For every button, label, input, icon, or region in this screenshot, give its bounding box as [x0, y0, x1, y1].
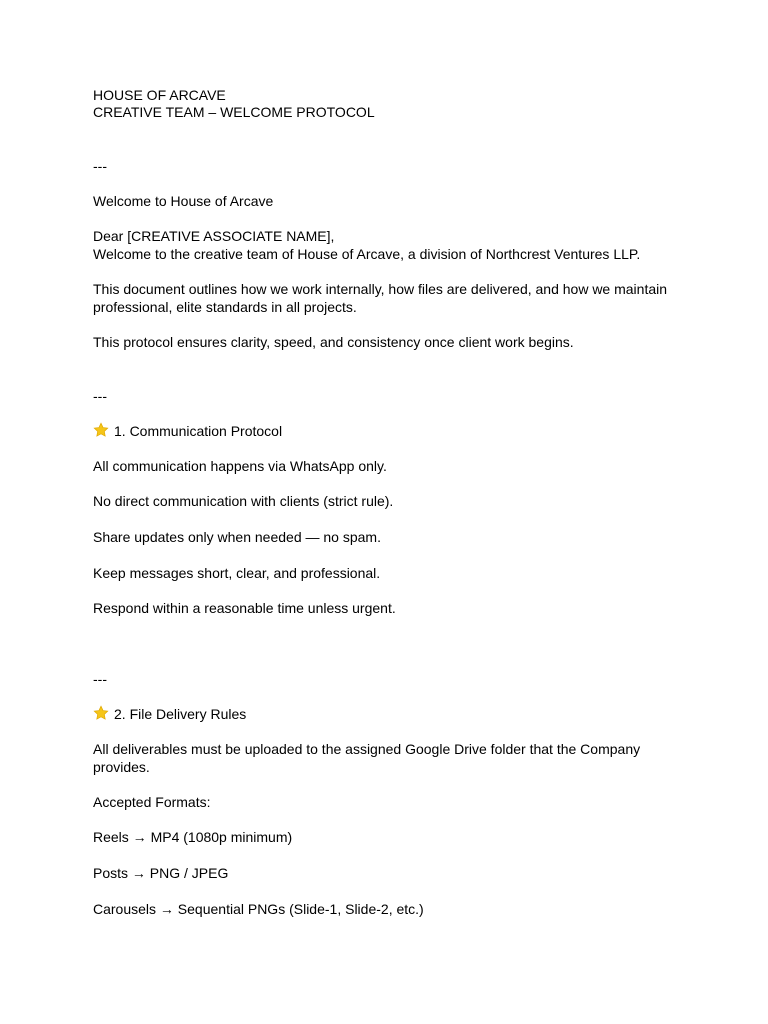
section-title: 2. File Delivery Rules: [114, 706, 247, 722]
star-icon: [93, 705, 109, 721]
list-item: No direct communication with clients (strict rule).: [93, 493, 394, 509]
list-item: Carousels → Sequential PNGs (Slide-1, Slide-2, etc.): [93, 901, 424, 917]
list-item: All deliverables must be uploaded to the assigned Google Drive folder that the Company provides.: [93, 741, 641, 775]
document-subtitle: CREATIVE TEAM – WELCOME PROTOCOL: [93, 104, 375, 120]
list-item: Keep messages short, clear, and professional.: [93, 565, 381, 581]
list-item: Share updates only when needed — no spam.: [93, 529, 381, 545]
list-item: Accepted Formats:: [93, 794, 211, 810]
section-heading-communication: [93, 422, 683, 440]
list-item: Posts → PNG / JPEG: [93, 865, 229, 881]
list-item: Reels → MP4 (1080p minimum): [93, 829, 293, 845]
separator: ---: [93, 388, 107, 404]
star-icon: [93, 422, 109, 438]
list-item: Respond within a reasonable time unless urgent.: [93, 600, 396, 616]
intro-heading: Welcome to House of Arcave: [93, 193, 274, 209]
purpose-paragraph: This protocol ensures clarity, speed, and consistency once client work begins.: [93, 334, 574, 350]
salutation: Dear [CREATIVE ASSOCIATE NAME],: [93, 228, 335, 244]
list-item: All communication happens via WhatsApp only.: [93, 458, 387, 474]
separator: ---: [93, 671, 107, 687]
outline-paragraph: This document outlines how we work internally, how files are delivered, and how we maintain professional, elite standards in all projects.: [93, 281, 668, 315]
welcome-paragraph: Welcome to the creative team of House of Arcave, a division of Northcrest Ventures LLP.: [93, 246, 641, 262]
separator: ---: [93, 158, 107, 174]
section-title: 1. Communication Protocol: [114, 423, 283, 439]
section-heading-file-delivery: [93, 705, 683, 723]
company-title: HOUSE OF ARCAVE: [93, 87, 226, 103]
